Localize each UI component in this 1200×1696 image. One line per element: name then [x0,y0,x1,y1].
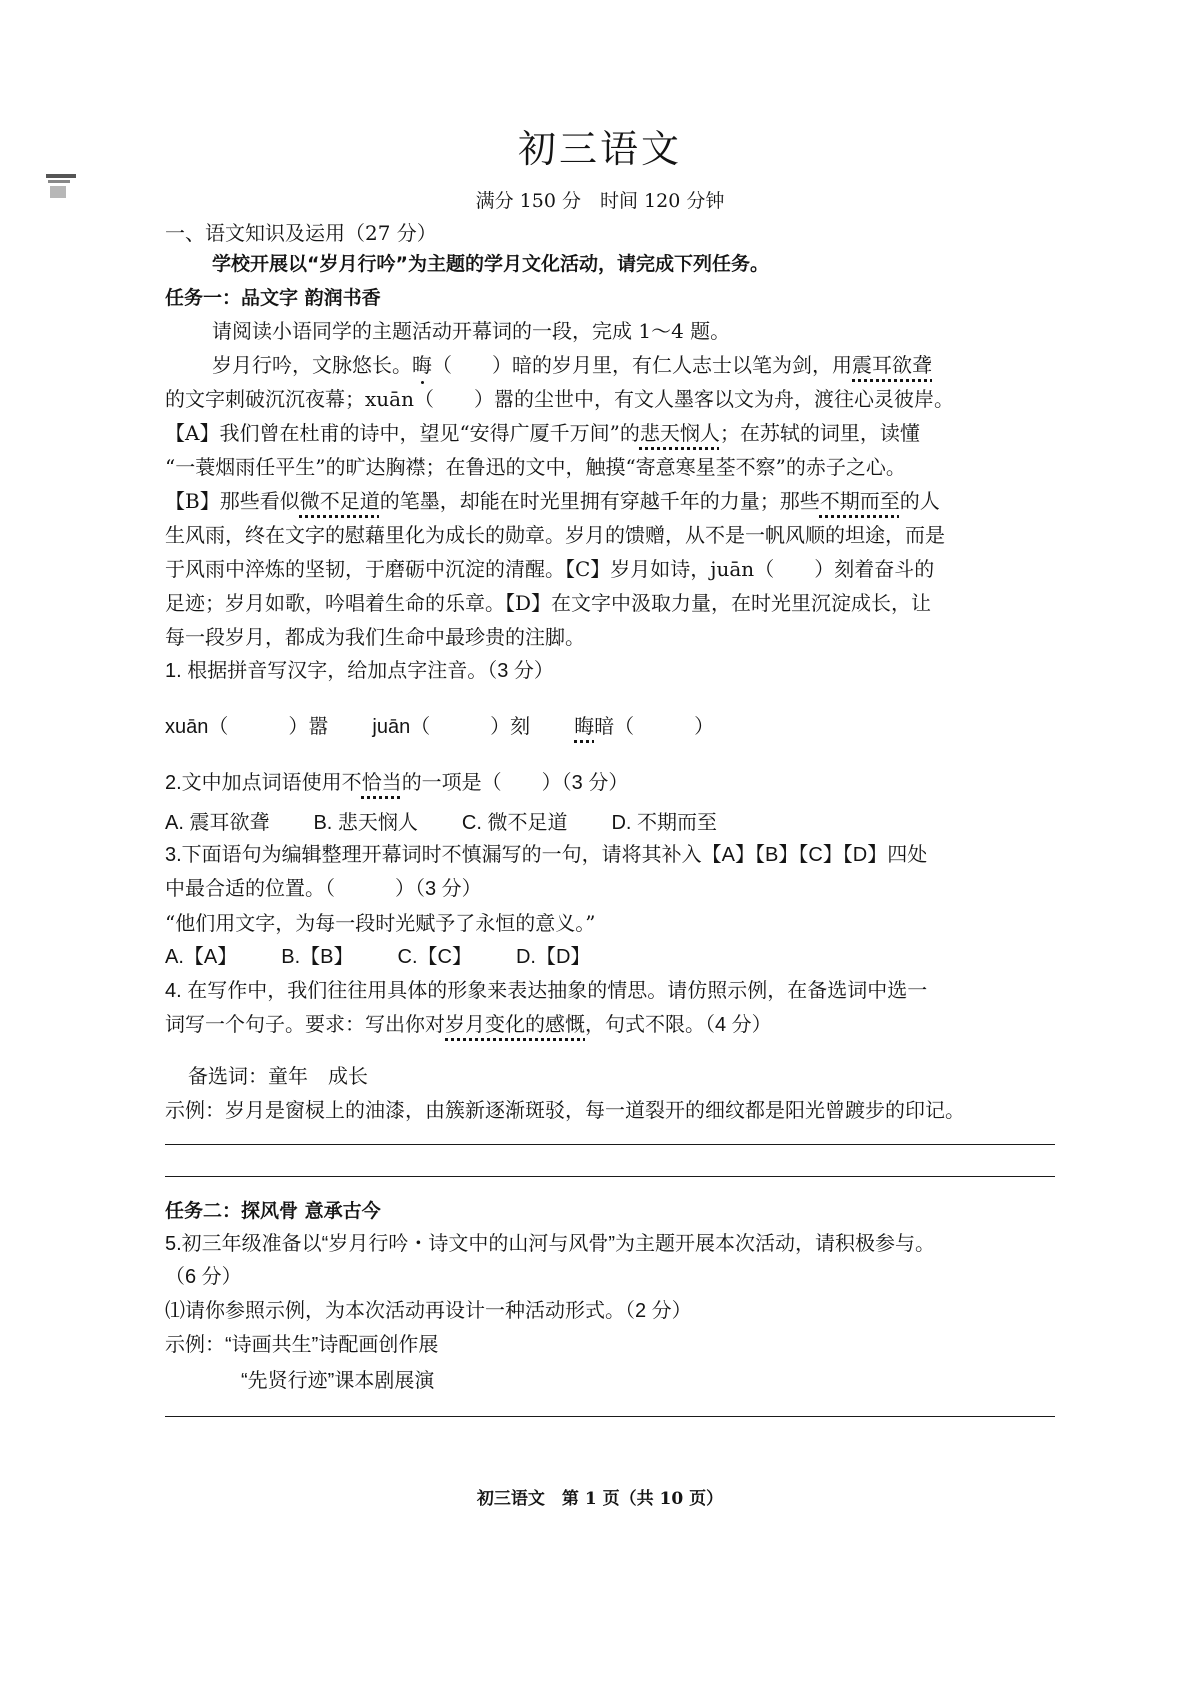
q1-answer-hui [574,712,714,742]
task2-heading: 任务二：探风骨 意承古今 [165,1200,381,1222]
q2-options [165,808,1055,838]
q3-quote: “他们用文字，为每一段时光赋予了永恒的意义。” [165,911,596,935]
passage-text: （ ）暗的岁月里，有仁人志士以笔为剑，用 [432,353,852,377]
passage-line-5 [165,486,1055,516]
q3-option-a: A.【A】 [165,946,238,968]
q4-example: 示例：岁月是窗棂上的油漆，由簇新逐渐斑驳，每一道裂开的细纹都是阳光曾踱步的印记。 [165,1100,965,1122]
q1-answers [165,712,1055,742]
dotted-word-buqierzhi: 不期而至 [819,489,900,513]
q3-option-b: B.【B】 [281,946,354,968]
q5-stem-line-1: 5.初三年级准备以“岁月行吟・诗文中的山河与风骨”为主题开展本次活动，请积极参与。 [165,1233,935,1255]
passage-line-1 [212,350,1055,380]
q5-sub1: ⑴请你参照示例，为本次活动再设计一种活动形式。（2 分） [165,1300,692,1322]
exam-title: 初三语文 [517,127,682,171]
q2-option-c: C. 微不足道 [461,812,568,834]
section1-heading: 一、语文知识及运用（27 分） [165,221,437,245]
exam-subtitle: 满分 150 分 时间 120 分钟 [475,190,725,212]
passage-text: 的人 [899,489,940,513]
passage-line-8: 足迹；岁月如歌，吟唱着生命的乐章。【D】在文字中汲取力量，在时光里沉淀成长，让 [165,591,932,615]
q1-answer-xuan: xuān（ ）嚣 [165,716,329,738]
q1-stem: 1. 根据拼音写汉字，给加点字注音。（3 分） [165,660,554,682]
passage-text: 岁月行吟，文脉悠长。 [212,353,412,377]
passage-line-9: 每一段岁月，都成为我们生命中最珍贵的注脚。 [165,625,585,649]
passage-line-4: “一蓑烟雨任平生”的旷达胸襟；在鲁迅的文中，触摸“寄意寒星荃不察”的赤子之心。 [165,455,906,479]
q3-stem-line-1: 3.下面语句为编辑整理开幕词时不慎漏写的一句，请将其补入【A】【B】【C】【D】四处 [165,844,928,866]
answer-line[interactable] [165,1144,1055,1145]
q4-stem-line-2 [165,1010,1055,1040]
q4-stem-line-1: 4. 在写作中，我们往往用具体的形象来表达抽象的情思。请仿照示例，在备选词中选一 [165,980,928,1002]
passage-line-6: 生风雨，终在文字的慰藉里化为成长的勋章。岁月的馈赠，从不是一帆风顺的坦途，而是 [165,523,945,547]
dotted-char-hui: 晦 [574,716,595,738]
q2-stem [165,768,1055,798]
task1-heading: 任务一：品文字 韵润书香 [165,287,381,309]
passage-line-2: 的文字刺破沉沉夜幕；xuān（ ）嚣的尘世中，有文人墨客以文为舟，渡往心灵彼岸。 [165,387,954,411]
q1-answer-hui-rest: 暗（ ） [594,716,715,738]
answer-line[interactable] [165,1176,1055,1177]
answer-line[interactable] [165,1416,1055,1417]
q2-option-d: D. 不期而至 [611,812,718,834]
passage-line-3 [165,418,1055,448]
q2-option-b: B. 悲天悯人 [313,812,418,834]
q3-options [165,942,1055,972]
dotted-text: 震耳欲聋 [852,353,932,377]
q4-candidate-words: 备选词：童年 成长 [188,1066,368,1088]
q4-stem-text: 词写一个句子。要求：写出你对 [165,1014,445,1036]
q5-example-2: “先贤行迹”课本剧展演 [241,1370,435,1392]
q2-stem-text: 2.文中加点词语使用不 [165,772,362,794]
q3-option-c: C.【C】 [397,946,472,968]
q2-option-a: A. 震耳欲聋 [165,812,270,834]
dotted-word-zhenerxulong [852,353,932,377]
q2-emphasis: 恰当 [361,772,402,794]
passage-text: 【A】我们曾在杜甫的诗中，望见“安得广厦千万间”的 [165,421,640,445]
q1-answer-juan: juān（ ）刻 [372,716,531,738]
passage-text: 【B】那些看似 [165,489,300,513]
q3-stem-line-2: 中最合适的位置。（ ）（3 分） [165,878,482,900]
q5-stem-line-2: （6 分） [165,1266,242,1288]
passage-text: ；在苏轼的词里，读懂 [719,421,920,445]
q2-stem-text: 的一项是（ ）（3 分） [401,772,629,794]
q4-stem-text: ，句式不限。（4 分） [585,1014,772,1036]
q3-option-d: D.【D】 [515,946,591,968]
task1-instruction: 请阅读小语同学的主题活动开幕词的一段，完成 1～4 题。 [212,319,731,343]
dotted-word-weibuzudao: 微不足道 [299,489,380,513]
passage-text: 的笔墨，却能在时光里拥有穿越千年的力量；那些 [379,489,820,513]
dotted-char: 晦 [412,350,432,380]
section1-intro: 学校开展以“岁月行吟”为主题的学月文化活动，请完成下列任务。 [212,253,769,275]
q5-example-1: 示例：“诗画共生”诗配画创作展 [165,1334,439,1356]
page-footer: 初三语文 第 1 页（共 10 页） [476,1489,724,1509]
q4-emphasis: 岁月变化的感慨 [445,1014,585,1036]
dotted-word-beitianminren: 悲天悯人 [639,421,720,445]
passage-line-7: 于风雨中淬炼的坚韧，于磨砺中沉淀的清醒。【C】岁月如诗，juān（ ）刻着奋斗的 [165,557,935,581]
